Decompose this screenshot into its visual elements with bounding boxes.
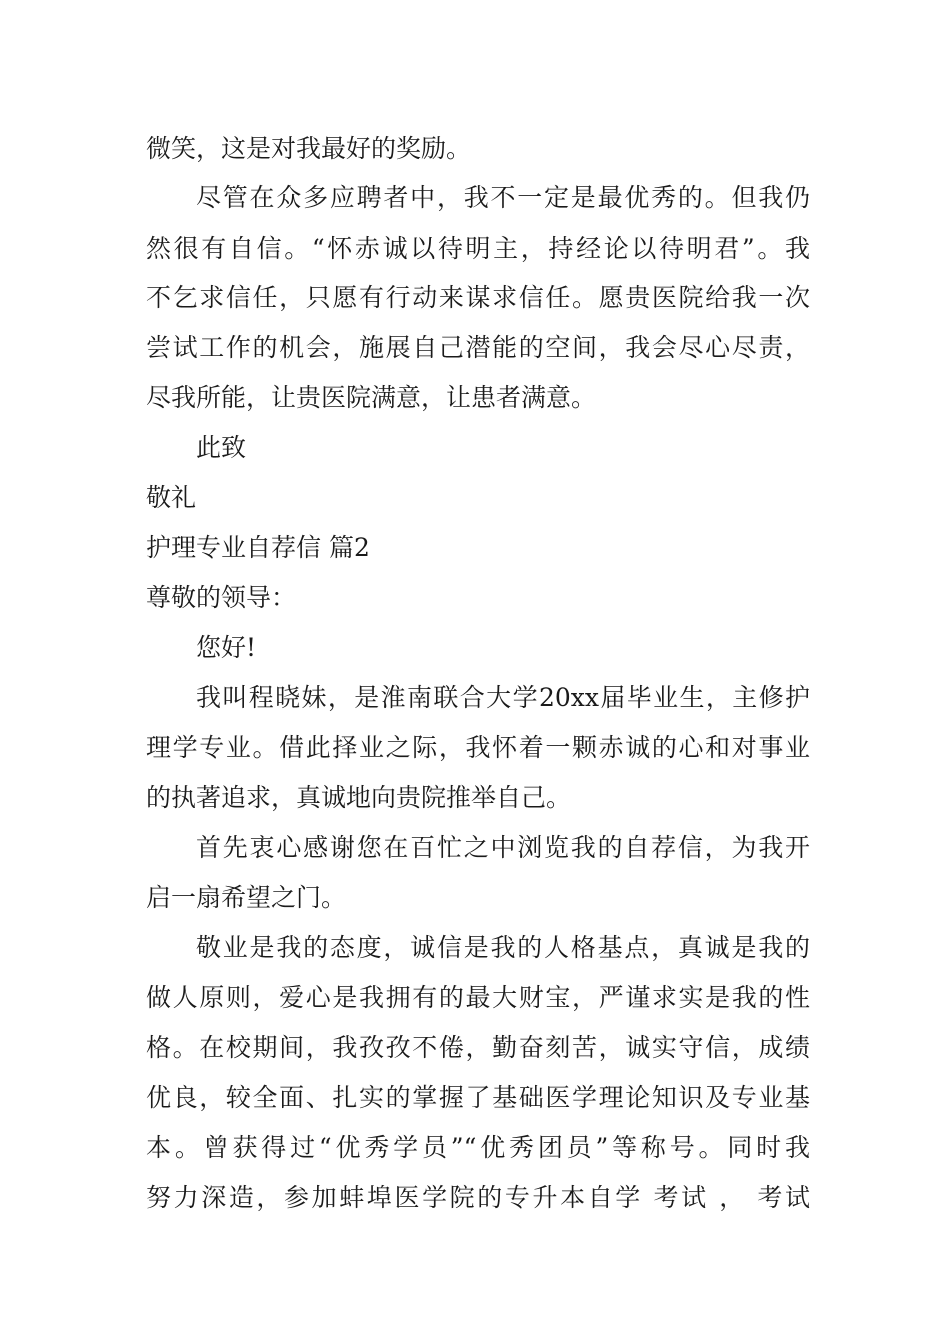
greeting-addressee: 尊敬的领导： [146,583,297,612]
greeting-hello: 您好! [196,633,257,662]
paragraph-first-line: 尽管在众多应聘者中，我不一定是最优秀的。但我仍 [196,183,810,212]
paragraph-first-line: 敬业是我的态度，诚信是我的人格基点，真诚是我的 [196,933,810,962]
text-line: 尝试工作的机会，施展自己潜能的空间，我会尽心尽责， [146,333,810,362]
text-line: 努力深造，参加蚌埠医学院的专升本自学 考试 ， 考试 [146,1183,810,1212]
text-line: 理学专业。借此择业之际，我怀着一颗赤诚的心和对事业 [146,733,810,762]
text-line: 尽我所能，让贵医院满意，让患者满意。 [146,383,597,412]
paragraph-first-line: 我叫程晓妹，是淮南联合大学20xx届毕业生，主修护 [196,683,810,712]
text-line: 微笑，这是对我最好的奖励。 [146,134,472,163]
text-line: 不乞求信任，只愿有行动来谋求信任。愿贵医院给我一次 [146,283,810,312]
closing-regards: 敬礼 [146,483,197,512]
text-line: 本。曾获得过“优秀学员”“优秀团员”等称号。同时我 [146,1133,810,1162]
text-line: 做人原则，爱心是我拥有的最大财宝，严谨求实是我的性 [146,983,810,1012]
closing-salutation: 此致 [196,433,247,462]
text-line: 格。在校期间，我孜孜不倦，勤奋刻苦，诚实守信，成绩 [146,1033,810,1062]
text-line: 的执著追求，真诚地向贵院推举自己。 [146,783,572,812]
section-title: 护理专业自荐信 篇2 [146,533,370,562]
text-line: 启一扇希望之门。 [146,883,347,912]
paragraph-first-line: 首先衷心感谢您在百忙之中浏览我的自荐信，为我开 [196,833,810,862]
text-line: 优良，较全面、扎实的掌握了基础医学理论知识及专业基 [146,1083,810,1112]
text-line: 然很有自信。“怀赤诚以待明主，持经论以待明君”。我 [146,234,810,263]
